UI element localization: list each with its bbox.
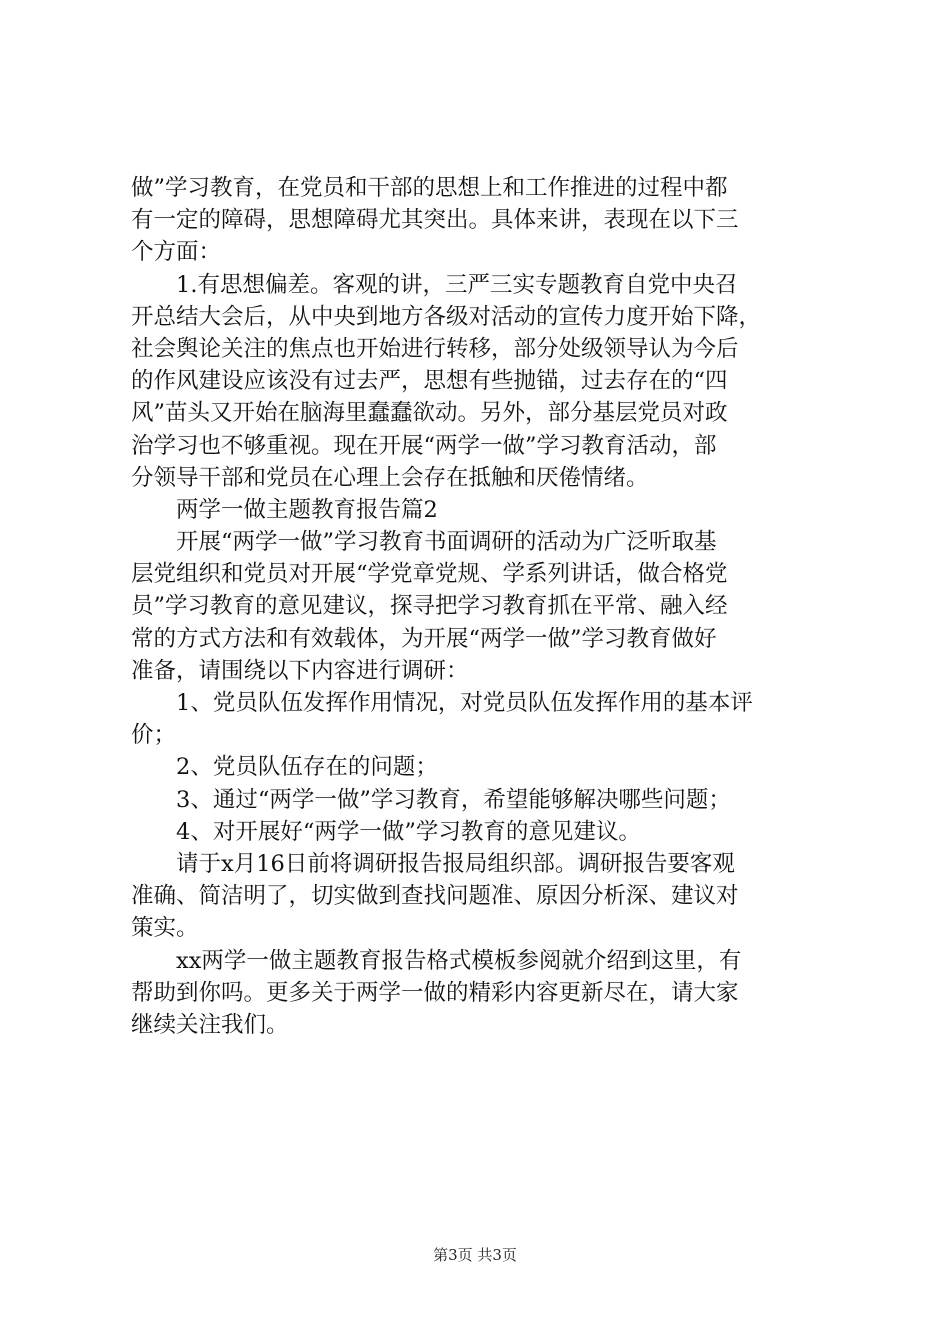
text-line: 准备，请围绕以下内容进行调研： — [131, 657, 469, 684]
text-line: 准确、简洁明了，切实做到查找问题准、原因分析深、建议对 — [131, 883, 739, 910]
text-line: 治学习也不够重视。现在开展“两学一做”学习教育活动，部 — [131, 432, 717, 459]
text-line: 分领导干部和党员在心理上会存在抵触和厌倦情绪。 — [131, 464, 649, 491]
list-item: 2、党员队伍存在的问题； — [131, 754, 438, 781]
text-line: 常的方式方法和有效载体，为开展“两学一做”学习教育做好 — [131, 625, 717, 652]
list-item: 1、党员队伍发挥作用情况，对党员队伍发挥作用的基本评 — [131, 690, 753, 716]
document-body — [131, 172, 831, 1041]
text-line: 请于x月16日前将调研报告报局组织部。调研报告要客观 — [131, 850, 735, 877]
text-line: 的作风建设应该没有过去严，思想有些抛锚，过去存在的“四 — [131, 368, 728, 395]
section-heading: 两学一做主题教育报告篇2 — [131, 496, 438, 523]
text-line: 价； — [131, 722, 177, 749]
text-line: 开总结大会后，从中央到地方各级对活动的宣传力度开始下降， — [131, 303, 762, 330]
text-line: xx两学一做主题教育报告格式模板参阅就介绍到这里，有 — [131, 947, 742, 974]
page-number: 第3页 共3页 — [433, 1246, 517, 1264]
text-line: 继续关注我们。 — [131, 1011, 289, 1038]
list-item: 3、通过“两学一做”学习教育，希望能够解决哪些问题； — [131, 786, 731, 813]
text-line: 策实。 — [131, 915, 199, 942]
text-line: 员”学习教育的意见建议，探寻把学习教育抓在平常、融入经 — [131, 593, 728, 620]
text-line: 1.有思想偏差。客观的讲，三严三实专题教育自党中央召 — [131, 271, 738, 298]
text-line: 做”学习教育，在党员和干部的思想上和工作推进的过程中都 — [131, 175, 728, 201]
text-line: 有一定的障碍，思想障碍尤其突出。具体来讲，表现在以下三 — [131, 207, 739, 234]
text-line: 帮助到你吗。更多关于两学一做的精彩内容更新尽在，请大家 — [131, 979, 739, 1006]
text-line: 个方面： — [131, 239, 222, 266]
text-line: 社会舆论关注的焦点也开始进行转移，部分处级领导认为今后 — [131, 335, 739, 362]
text-line: 风”苗头又开始在脑海里蠢蠢欲动。另外，部分基层党员对政 — [131, 400, 728, 427]
text-line: 开展“两学一做”学习教育书面调研的活动为广泛听取基 — [131, 529, 717, 556]
page-footer — [0, 1245, 950, 1265]
list-item: 4、对开展好“两学一做”学习教育的意见建议。 — [131, 818, 641, 845]
text-line: 层党组织和党员对开展“学党章党规、学系列讲话，做合格党 — [131, 561, 728, 588]
